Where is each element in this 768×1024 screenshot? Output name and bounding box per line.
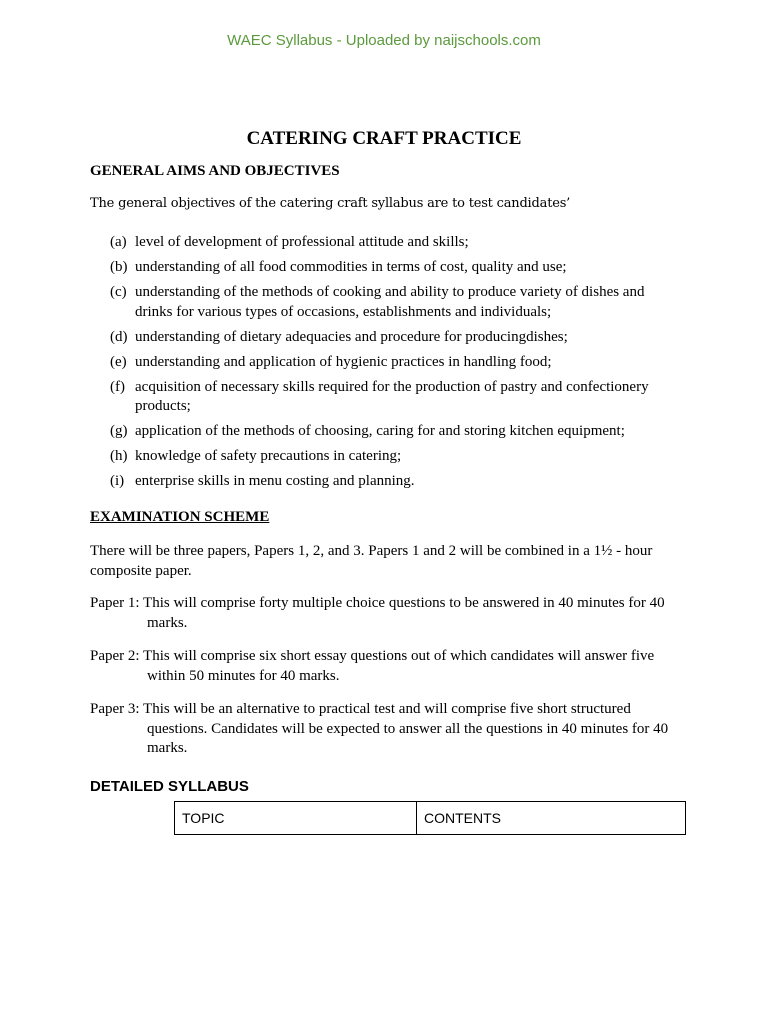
column-header-contents: CONTENTS bbox=[417, 802, 686, 835]
list-marker: (b) bbox=[110, 259, 128, 275]
list-item bbox=[110, 258, 670, 278]
paper-description bbox=[90, 700, 680, 759]
list-marker: (h) bbox=[110, 448, 128, 464]
list-item-text: application of the methods of choosing, caring for and storing kitchen equipment; bbox=[135, 423, 625, 439]
list-marker: (d) bbox=[110, 328, 128, 345]
list-item-text: understanding and application of hygienic practices in handling food; bbox=[135, 353, 552, 370]
exam-body bbox=[90, 542, 680, 773]
list-item bbox=[110, 233, 670, 253]
aims-intro: The general objectives of the catering craft syllabus are to test candidates’ bbox=[90, 196, 571, 211]
paper-first-line: Paper 2: This will comprise six short essay questions out of which candidates will answer five bbox=[90, 648, 655, 664]
paper-continuation: within 50 minutes for 40 marks. bbox=[147, 667, 340, 684]
aims-heading: GENERAL AIMS AND OBJECTIVES bbox=[90, 163, 340, 179]
list-marker: (a) bbox=[110, 234, 127, 250]
exam-intro: There will be three papers, Papers 1, 2, and 3. Papers 1 and 2 will be combined in a 1½ - hour composite paper. bbox=[90, 543, 653, 579]
list-marker: (i) bbox=[110, 473, 125, 489]
list-item bbox=[110, 328, 670, 348]
paper-description bbox=[90, 594, 680, 633]
exam-heading: EXAMINATION SCHEME bbox=[90, 509, 270, 525]
list-marker: (e) bbox=[110, 353, 127, 370]
list-item bbox=[110, 378, 670, 417]
page-title: CATERING CRAFT PRACTICE bbox=[246, 128, 522, 149]
paper-continuation: marks. bbox=[147, 614, 188, 631]
list-item bbox=[110, 422, 670, 442]
list-marker: (c) bbox=[110, 284, 127, 300]
list-item-text: acquisition of necessary skills required for the production of pastry and confectionery products; bbox=[135, 378, 649, 414]
list-marker: (g) bbox=[110, 423, 128, 439]
list-item-text: understanding of the methods of cooking and ability to produce variety of dishes and drinks for various types of occasions, establishments and individuals; bbox=[135, 284, 645, 320]
paper-first-line: Paper 1: This will comprise forty multiple choice questions to be answered in 40 minutes for 40 bbox=[90, 595, 665, 611]
list-item bbox=[110, 283, 670, 322]
list-item bbox=[110, 447, 670, 467]
list-item-text: understanding of dietary adequacies and procedure for producingdishes; bbox=[135, 328, 568, 345]
paper-first-line: Paper 3: This will be an alternative to practical test and will comprise five short structured bbox=[90, 701, 631, 717]
list-item-text: enterprise skills in menu costing and planning. bbox=[135, 473, 415, 489]
paper-description bbox=[90, 647, 680, 686]
list-item-text: knowledge of safety precautions in catering; bbox=[135, 448, 402, 464]
objectives-list bbox=[110, 233, 670, 497]
table-header-row bbox=[175, 802, 686, 835]
syllabus-heading: DETAILED SYLLABUS bbox=[90, 778, 249, 795]
column-header-topic: TOPIC bbox=[175, 802, 417, 835]
watermark-header: WAEC Syllabus - Uploaded by naijschools.com bbox=[227, 32, 541, 49]
paper-continuation: questions. Candidates will be expected to answer all the questions in 40 minutes for 40 marks. bbox=[147, 720, 669, 756]
list-item bbox=[110, 353, 670, 373]
list-item-text: level of development of professional attitude and skills; bbox=[135, 234, 469, 250]
list-marker: (f) bbox=[110, 378, 125, 395]
list-item-text: understanding of all food commodities in terms of cost, quality and use; bbox=[135, 259, 567, 275]
list-item bbox=[110, 472, 670, 492]
syllabus-table bbox=[174, 801, 686, 835]
